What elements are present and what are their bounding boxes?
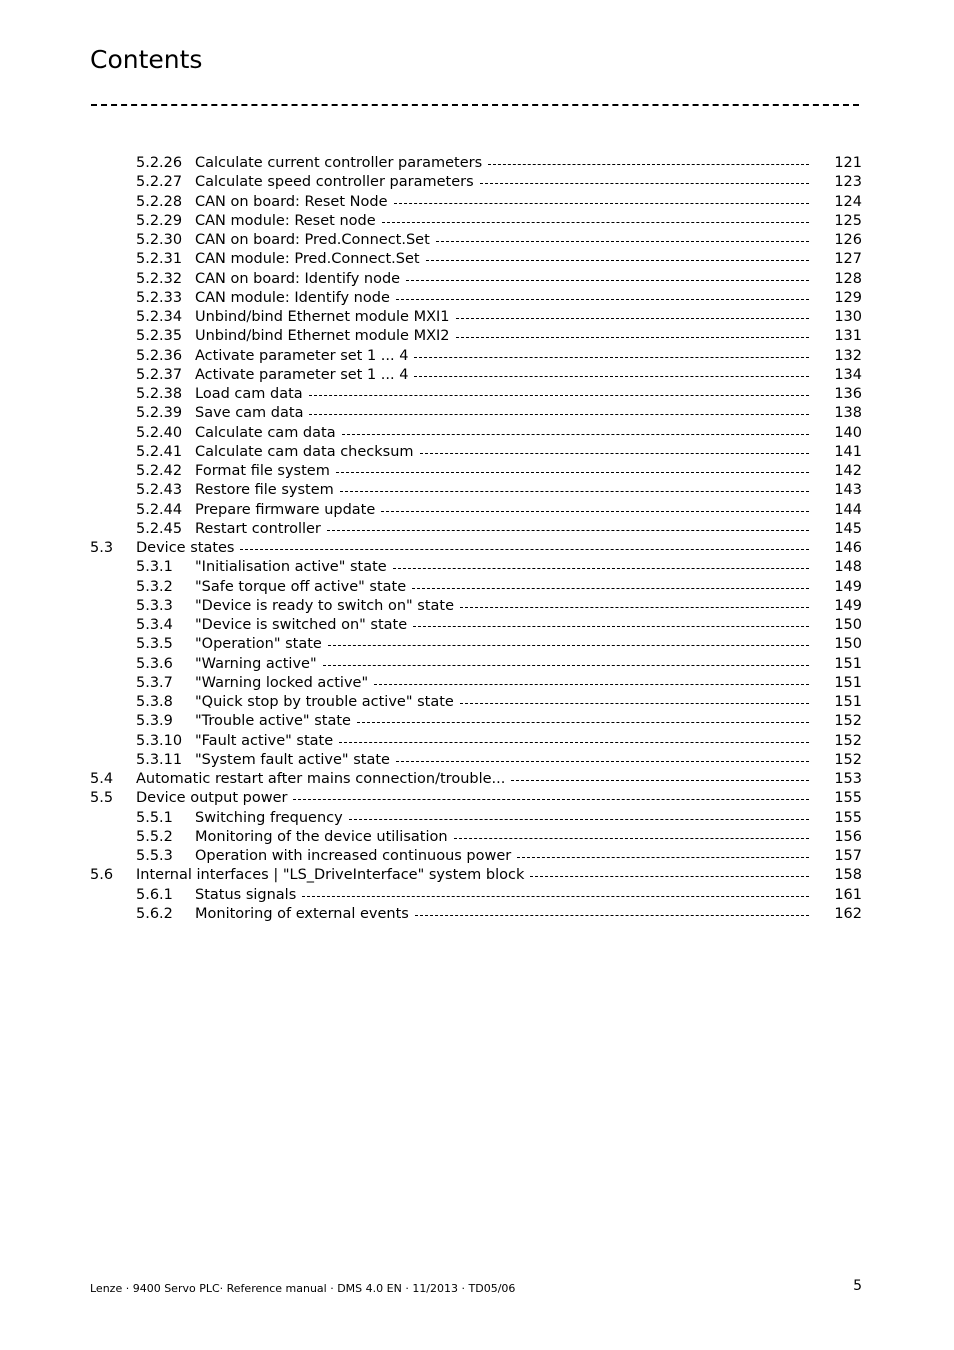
toc-entry-number: 5.3.10 (136, 732, 183, 749)
toc-entry-number: 5.3.4 (136, 617, 173, 633)
toc-entry-title-wrap (195, 905, 809, 924)
toc-entry-page: 129 (834, 289, 862, 306)
toc-entry-number: 5.2.36 (136, 347, 183, 364)
toc-entry-number: 5.4 (90, 771, 114, 787)
toc-entry-number: 5.2.39 (136, 405, 183, 422)
toc-entry[interactable] (0, 847, 954, 866)
toc-entry-number: 5.2.45 (136, 520, 183, 537)
toc-entry-number: 5.2.40 (136, 424, 183, 441)
toc-entry-title: "Warning locked active" (195, 674, 374, 693)
toc-entry-page: 156 (834, 828, 862, 845)
toc-entry-number: 5.3.2 (136, 578, 173, 595)
toc-entry-page: 150 (834, 636, 862, 653)
toc-entry[interactable] (0, 751, 954, 770)
toc-entry-title: Monitoring of external events (195, 905, 415, 924)
toc-entry-number: 5.3.9 (136, 713, 173, 730)
toc-leader (309, 383, 809, 396)
toc-entry-page: 128 (834, 270, 862, 287)
toc-leader (381, 499, 809, 512)
toc-leader (357, 710, 809, 723)
toc-entry-title: CAN on board: Reset Node (195, 193, 394, 212)
toc-entry-page: 126 (834, 232, 862, 248)
toc-entry-number: 5.5.3 (136, 848, 173, 864)
toc-leader (240, 537, 809, 550)
toc-entry-number: 5.3.3 (136, 597, 173, 614)
toc-entry-number: 5.2.41 (136, 443, 183, 460)
toc-leader (396, 749, 809, 762)
toc-entry-number: 5.2.34 (136, 309, 183, 325)
toc-entry-page: 127 (834, 251, 862, 268)
toc-entry-number: 5.5 (90, 790, 114, 807)
toc-entry-title: Calculate speed controller parameters (195, 173, 480, 192)
toc-entry-title: CAN module: Identify node (195, 289, 396, 308)
toc-entry-page: 134 (834, 366, 862, 383)
toc-entry-title: Restart controller (195, 520, 327, 539)
toc-entry-title: Unbind/bind Ethernet module MXI2 (195, 327, 456, 346)
toc-leader (415, 903, 809, 916)
toc-entry-page: 161 (834, 886, 862, 903)
toc-entry-title: CAN module: Pred.Connect.Set (195, 250, 426, 269)
toc-entry-number: 5.2.44 (136, 501, 183, 518)
toc-entry-page: 151 (834, 674, 862, 691)
toc-entry-title: Prepare firmware update (195, 501, 381, 520)
toc-leader (396, 287, 809, 300)
footer-text: Lenze · 9400 Servo PLC· Reference manual · DMS 4.0 EN · 11/2013 · TD05/06 (90, 1282, 516, 1295)
toc-entry-title: Restore file system (195, 481, 340, 500)
toc-entry-title: "Trouble active" state (195, 712, 357, 731)
toc-entry-page: 146 (834, 540, 862, 556)
toc-entry-page: 125 (834, 212, 862, 229)
toc-entry-page: 152 (834, 732, 862, 749)
toc-leader (413, 614, 809, 627)
toc-entry-page: 132 (834, 347, 862, 364)
toc-entry-number: 5.2.35 (136, 328, 183, 345)
toc-entry-page: 162 (834, 905, 862, 922)
toc-leader (414, 364, 809, 377)
toc-entry-number: 5.3.1 (136, 559, 173, 576)
toc-entry-page: 141 (834, 443, 862, 460)
toc-entry-title: Switching frequency (195, 809, 349, 828)
toc-leader (339, 730, 809, 743)
toc-entry-title: Load cam data (195, 385, 309, 404)
table-of-contents (0, 154, 954, 924)
toc-entry-title: Activate parameter set 1 ... 4 (195, 366, 414, 385)
toc-entry-number: 5.3.7 (136, 674, 173, 691)
toc-leader (456, 306, 809, 319)
toc-entry-number: 5.5.1 (136, 809, 173, 826)
toc-entry-page: 152 (834, 751, 862, 768)
toc-entry-number: 5.3.8 (136, 694, 173, 710)
toc-entry-number: 5.2.28 (136, 193, 183, 210)
toc-entry-page: 144 (834, 501, 862, 518)
toc-entry-title: Device output power (136, 789, 293, 808)
toc-entry-page: 150 (834, 617, 862, 633)
toc-leader (460, 595, 809, 608)
toc-entry-title: Activate parameter set 1 ... 4 (195, 347, 414, 366)
toc-entry-page: 149 (834, 597, 862, 614)
toc-entry-page: 140 (834, 424, 862, 441)
toc-entry-page: 157 (834, 848, 862, 864)
toc-entry-number: 5.6.1 (136, 886, 173, 903)
toc-entry-title: Format file system (195, 462, 336, 481)
toc-entry-page: 152 (834, 713, 862, 730)
toc-entry[interactable] (0, 905, 954, 924)
toc-leader (420, 441, 809, 454)
toc-entry-number: 5.2.27 (136, 174, 183, 191)
toc-leader (394, 191, 810, 204)
toc-leader (349, 807, 809, 820)
toc-leader (517, 845, 809, 858)
toc-entry-number: 5.3.6 (136, 655, 173, 672)
toc-entry-title: "System fault active" state (195, 751, 396, 770)
toc-leader (323, 653, 809, 666)
toc-entry-number: 5.2.42 (136, 463, 183, 479)
toc-entry-title: "Operation" state (195, 635, 328, 654)
toc-entry-number: 5.6.2 (136, 905, 173, 922)
toc-entry-number: 5.2.43 (136, 482, 183, 499)
toc-entry-title: Monitoring of the device utilisation (195, 828, 454, 847)
toc-leader (293, 787, 809, 800)
toc-entry-title: Internal interfaces | "LS_DriveInterface" system block (136, 866, 530, 885)
toc-entry-page: 155 (834, 790, 862, 807)
toc-entry-title: Calculate cam data (195, 424, 342, 443)
toc-entry-title: "Fault active" state (195, 732, 339, 751)
toc-entry-number: 5.2.33 (136, 289, 183, 306)
header-rule (91, 104, 859, 106)
toc-entry-title: "Initialisation active" state (195, 558, 393, 577)
toc-entry-page: 121 (834, 155, 862, 171)
toc-entry-title: "Warning active" (195, 655, 323, 674)
toc-leader (414, 345, 809, 358)
toc-entry-page: 131 (834, 328, 862, 345)
toc-leader (412, 576, 809, 589)
toc-leader (327, 518, 809, 531)
toc-entry-number: 5.2.37 (136, 366, 183, 383)
toc-entry-title: "Device is switched on" state (195, 616, 413, 635)
toc-entry-title: Calculate cam data checksum (195, 443, 420, 462)
toc-entry-number: 5.3 (90, 540, 114, 556)
toc-leader (511, 768, 809, 781)
toc-leader (530, 864, 809, 877)
toc-entry-title: "Quick stop by trouble active" state (195, 693, 460, 712)
toc-entry-title: CAN on board: Identify node (195, 270, 406, 289)
toc-entry-title: Device states (136, 539, 240, 558)
toc-leader (436, 229, 809, 242)
toc-entry-title: CAN on board: Pred.Connect.Set (195, 231, 436, 250)
toc-entry-page: 155 (834, 809, 862, 826)
toc-leader (336, 460, 809, 473)
toc-entry-number: 5.6 (90, 867, 114, 884)
toc-entry-page: 136 (834, 386, 862, 402)
toc-entry-page: 142 (834, 463, 862, 479)
toc-entry-page: 148 (834, 559, 862, 576)
toc-leader (382, 210, 809, 223)
toc-leader (340, 479, 809, 492)
toc-entry-title: Calculate current controller parameters (195, 154, 488, 173)
toc-entry-page: 145 (834, 520, 862, 537)
toc-entry-title: "Safe torque off active" state (195, 578, 412, 597)
page-title: Contents (90, 44, 203, 74)
page-number: 5 (853, 1278, 862, 1294)
toc-entry-number: 5.2.38 (136, 386, 183, 402)
toc-entry-page: 124 (834, 193, 862, 210)
toc-leader (328, 633, 809, 646)
toc-entry-title: Operation with increased continuous power (195, 847, 517, 866)
toc-entry-number: 5.3.5 (136, 636, 173, 653)
toc-entry[interactable] (0, 828, 954, 847)
toc-entry-title: "Device is ready to switch on" state (195, 597, 460, 616)
toc-entry-number: 5.2.30 (136, 232, 183, 248)
toc-entry-number: 5.2.29 (136, 212, 183, 229)
toc-entry-page: 138 (834, 405, 862, 422)
toc-entry-page: 151 (834, 694, 862, 710)
toc-entry-page: 130 (834, 309, 862, 325)
toc-leader (480, 171, 809, 184)
toc-entry-page: 149 (834, 578, 862, 595)
toc-entry-number: 5.2.26 (136, 155, 183, 171)
toc-leader (406, 268, 809, 281)
toc-leader (342, 422, 809, 435)
toc-leader (488, 152, 809, 165)
toc-entry-page: 153 (834, 771, 862, 787)
toc-entry-number: 5.2.32 (136, 270, 183, 287)
toc-leader (426, 248, 809, 261)
toc-leader (374, 672, 809, 685)
toc-leader (460, 691, 809, 704)
toc-entry[interactable] (0, 154, 954, 173)
toc-entry-number: 5.3.11 (136, 751, 183, 768)
toc-leader (456, 325, 809, 338)
toc-entry-title: Status signals (195, 886, 302, 905)
toc-entry-page: 123 (834, 174, 862, 191)
toc-entry-title: Automatic restart after mains connection/trouble... (136, 770, 511, 789)
toc-entry-number: 5.5.2 (136, 828, 173, 845)
toc-entry-title: CAN module: Reset node (195, 212, 382, 231)
toc-leader (393, 556, 809, 569)
toc-entry-page: 158 (834, 867, 862, 884)
toc-leader (309, 402, 809, 415)
toc-entry-page: 151 (834, 655, 862, 672)
toc-entry-page: 143 (834, 482, 862, 499)
toc-leader (302, 884, 809, 897)
toc-entry-title: Unbind/bind Ethernet module MXI1 (195, 308, 456, 327)
toc-entry-number: 5.2.31 (136, 251, 183, 268)
toc-leader (454, 826, 809, 839)
toc-entry-title: Save cam data (195, 404, 309, 423)
